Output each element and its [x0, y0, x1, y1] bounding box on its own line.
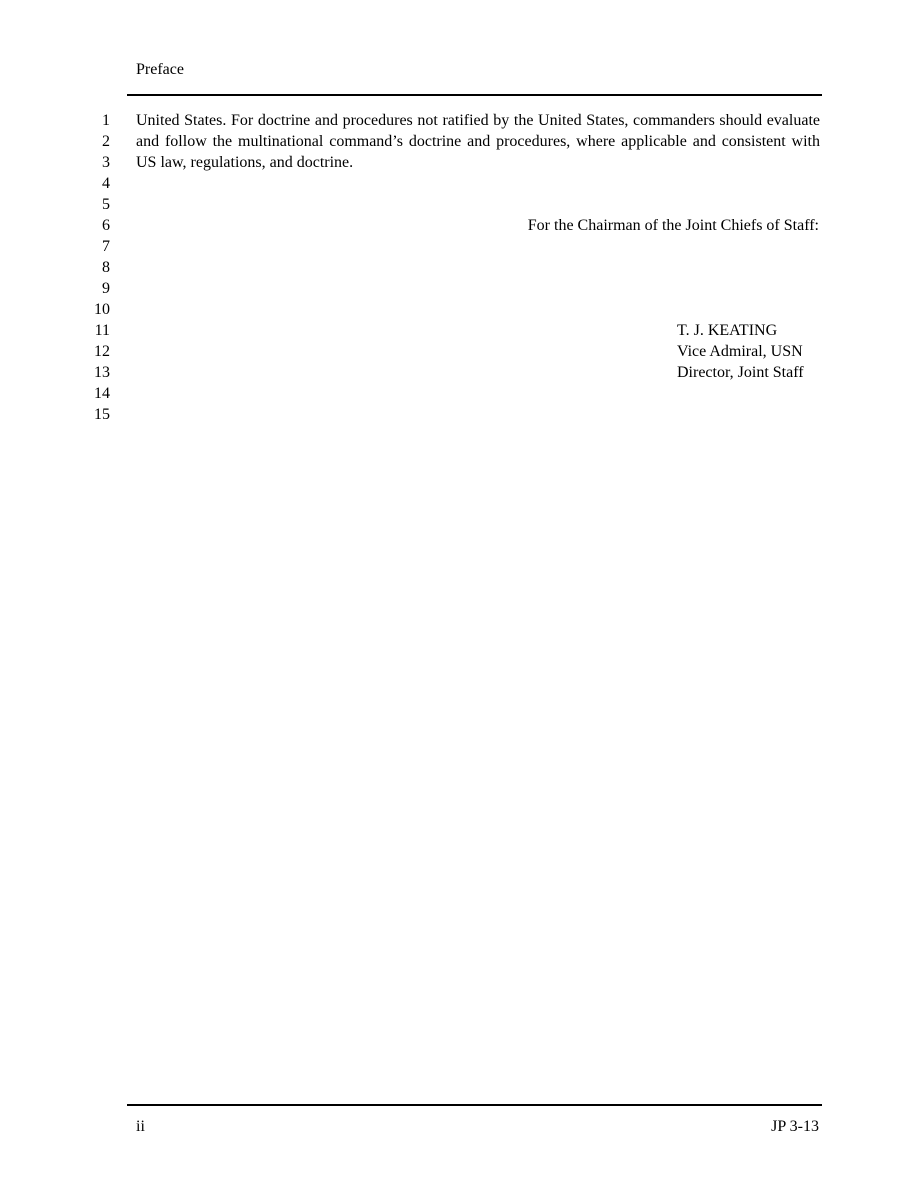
signature-block [677, 320, 804, 383]
line-number: 2 [102, 133, 110, 150]
line-number: 1 [102, 112, 110, 129]
footer-publication: JP 3-13 [771, 1118, 819, 1135]
line-number: 4 [102, 175, 110, 192]
page-header-title: Preface [136, 61, 184, 78]
signature-intro: For the Chairman of the Joint Chiefs of Staff: [527, 217, 819, 234]
footer-page-number: ii [136, 1118, 145, 1135]
line-number: 5 [102, 196, 110, 213]
line-numbers [80, 110, 110, 425]
line-number: 15 [94, 406, 110, 423]
line-number: 6 [102, 217, 110, 234]
line-number: 14 [94, 385, 110, 402]
line-number: 8 [102, 259, 110, 276]
line-number: 9 [102, 280, 110, 297]
signatory-name: T. J. KEATING [677, 322, 778, 339]
header-rule [127, 94, 822, 96]
line-number: 10 [94, 301, 110, 318]
line-number: 11 [94, 322, 110, 339]
signatory-rank: Vice Admiral, USN [677, 343, 803, 360]
line-number: 13 [94, 364, 110, 381]
line-number: 3 [102, 154, 110, 171]
body-paragraph: United States. For doctrine and procedures not ratified by the United States, commanders should evaluate and follow the multinational command’s doctrine and procedures, where applicable and consistent with US law, regulations, and doctrine. [136, 112, 820, 171]
footer-rule [127, 1104, 822, 1106]
line-number: 7 [102, 238, 110, 255]
line-number: 12 [94, 343, 110, 360]
signatory-title: Director, Joint Staff [677, 364, 804, 381]
